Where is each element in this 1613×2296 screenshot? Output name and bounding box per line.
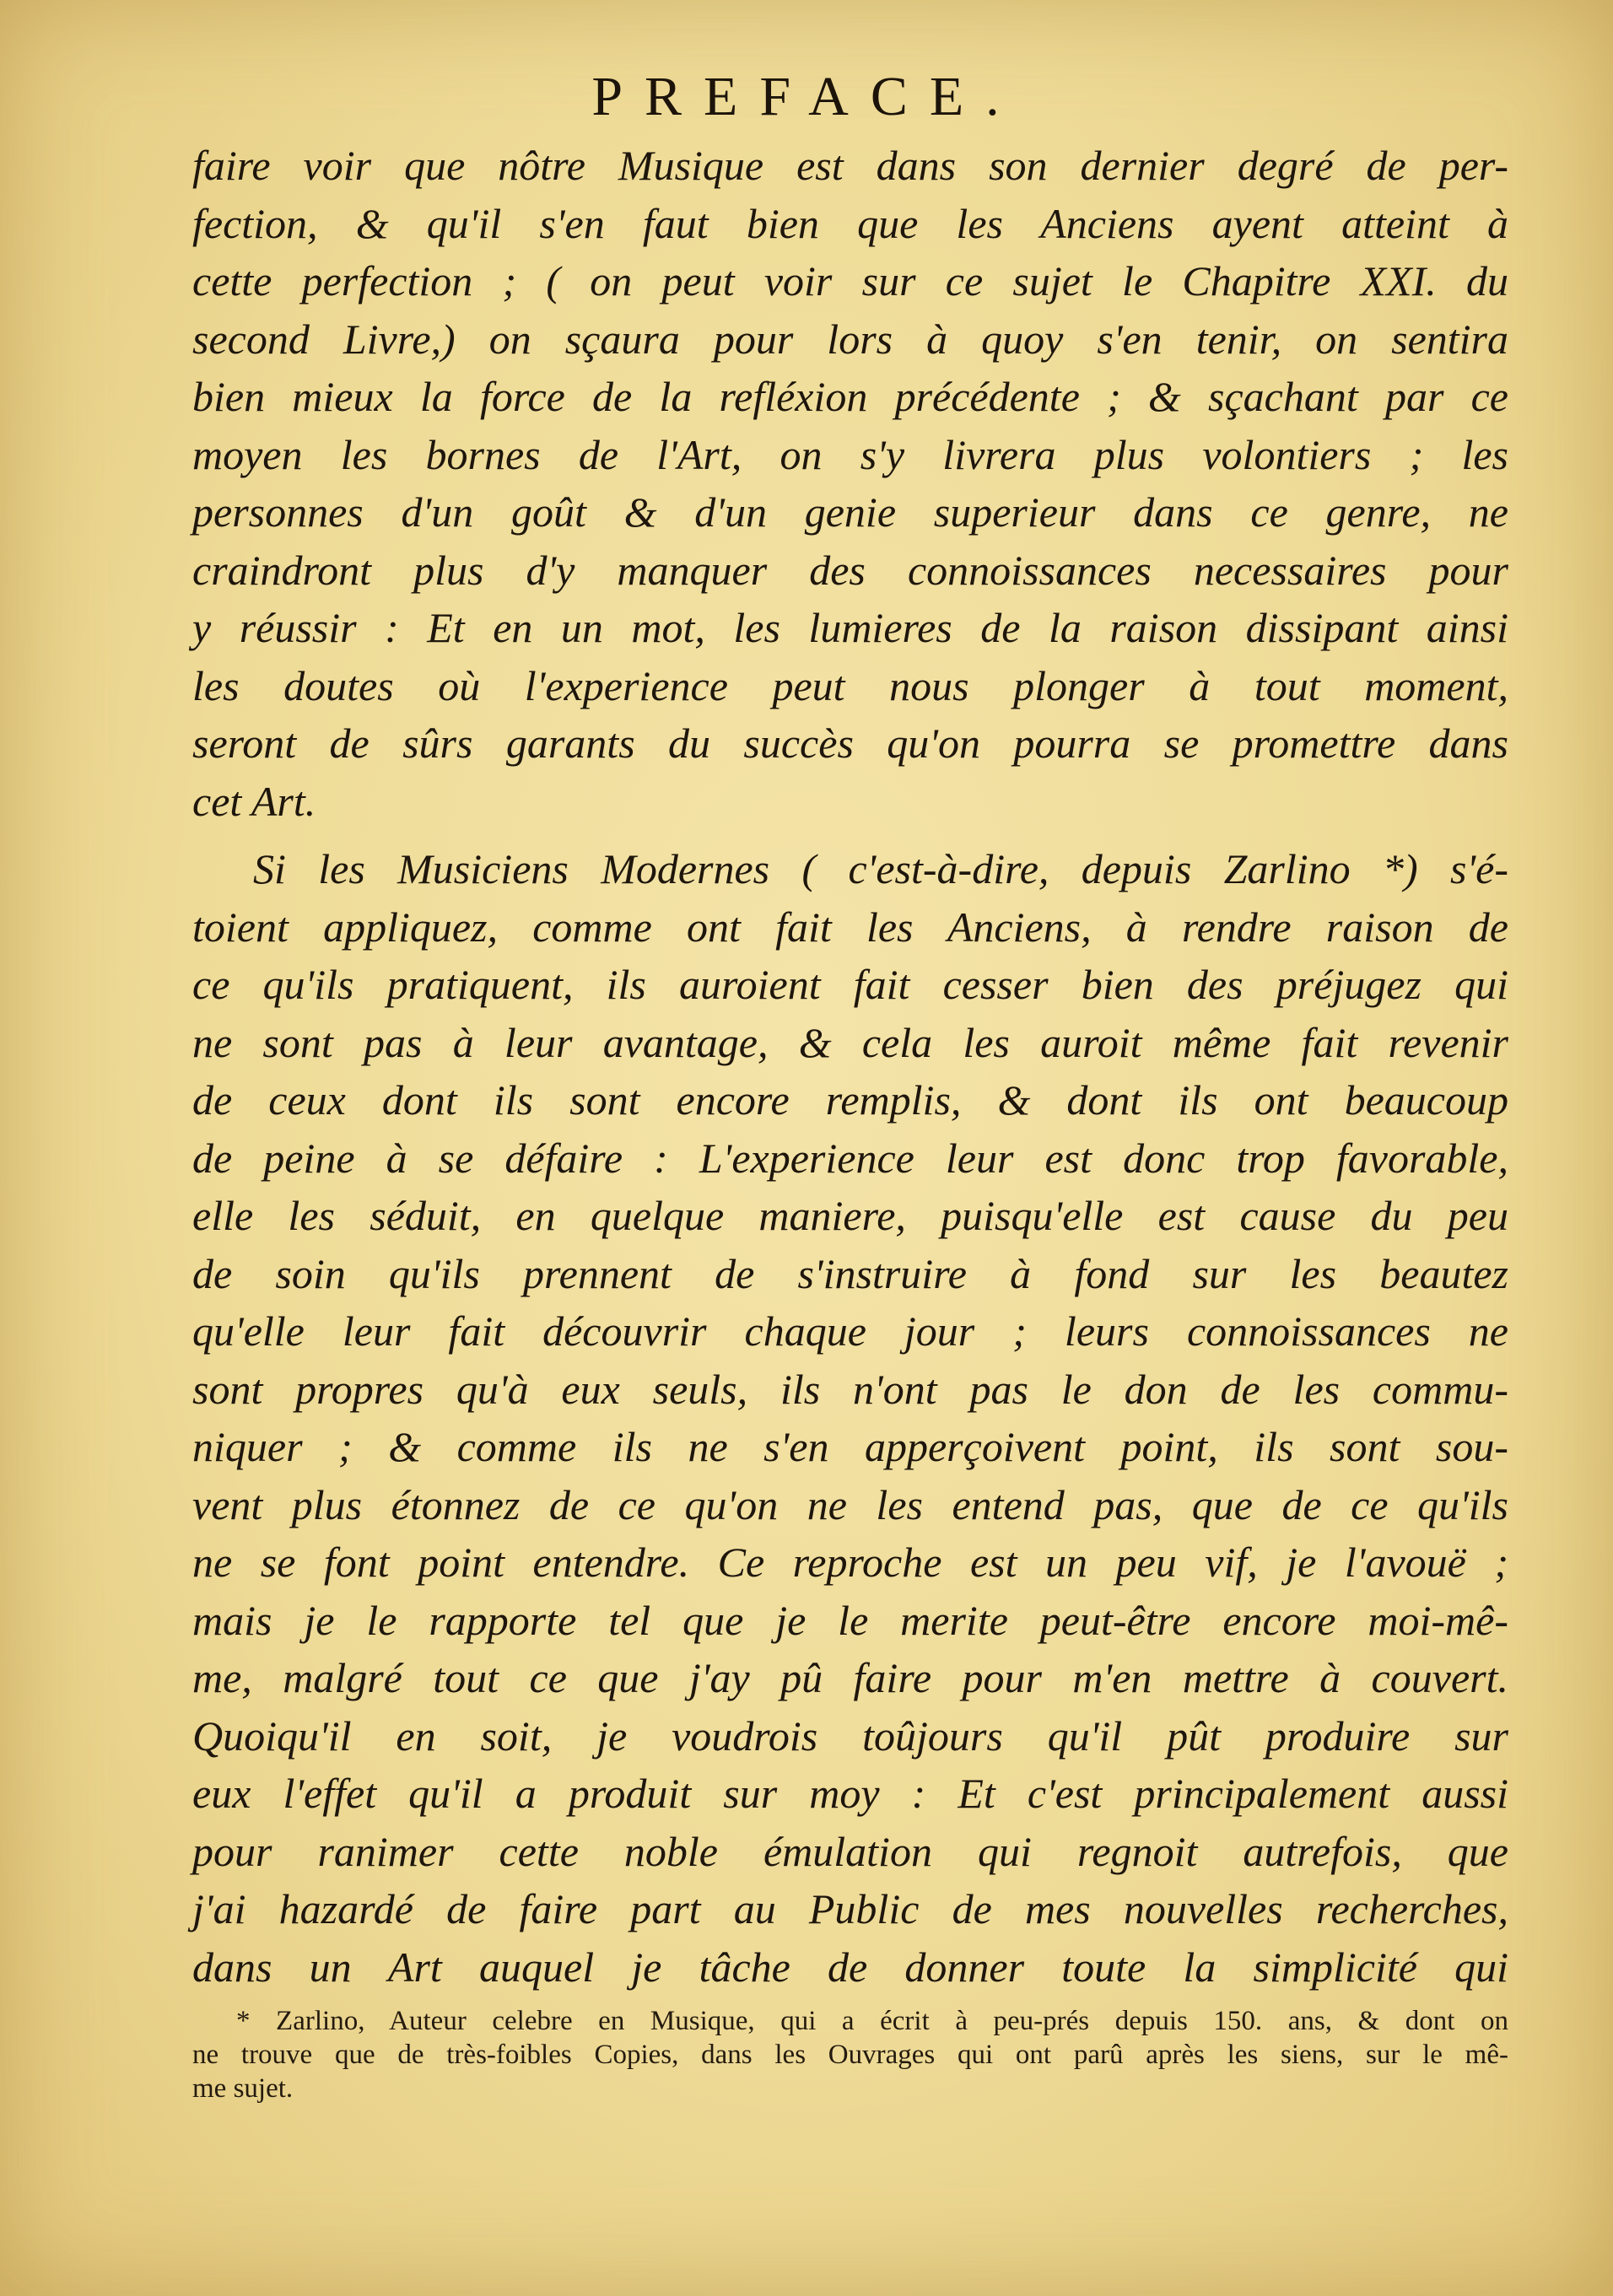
- text-line: vent plus étonnez de ce qu'on ne les entend pas, que de ce qu'ils: [192, 1480, 1508, 1528]
- text-line: fection, & qu'il s'en faut bien que les Anciens ayent atteint à: [192, 199, 1508, 247]
- text-line: les doutes où l'experience peut nous plonger à tout moment,: [192, 661, 1508, 709]
- text-line: y réussir : Et en un mot, les lumieres de la raison dissipant ainsi: [192, 604, 1508, 651]
- text-line: cet Art.: [192, 777, 316, 825]
- text-line: faire voir que nôtre Musique est dans son dernier degré de per-: [192, 142, 1508, 189]
- text-line: niquer ; & comme ils ne s'en apperçoivent point, ils sont sou-: [192, 1423, 1508, 1470]
- text-line: elle les séduit, en quelque maniere, puisqu'elle est cause du peu: [192, 1192, 1508, 1239]
- text-line: Quoiqu'il en soit, je voudrois toûjours qu'il pût produire sur: [192, 1711, 1508, 1760]
- text-line: de peine à se défaire : L'experience leur est donc trop favorable,: [192, 1134, 1508, 1182]
- text-line: moyen les bornes de l'Art, on s'y livrera plus volontiers ; les: [192, 430, 1508, 478]
- paragraph-1: [192, 137, 1508, 830]
- text-line: ne sont pas à leur avantage, & cela les auroit même fait revenir: [192, 1018, 1508, 1066]
- text-line: mais je le rapporte tel que je le merite peut-être encore moi-mê-: [192, 1596, 1508, 1644]
- text-line: eux l'effet qu'il a produit sur moy : Et c'est principalement aussi: [192, 1770, 1508, 1817]
- footnote-line: * Zarlino, Auteur celebre en Musique, qui a écrit à peu-prés depuis 150. ans, & dont on: [236, 2006, 1508, 2036]
- text-line: de soin qu'ils prennent de s'instruire à fond sur les beautez: [192, 1249, 1508, 1297]
- text-line: second Livre,) on sçaura pour lors à quoy s'en tenir, on sentira: [192, 315, 1508, 363]
- footnote: [192, 2004, 1508, 2105]
- footnote-line: me sujet.: [192, 2073, 294, 2104]
- text-line: cette perfection ; ( on peut voir sur ce sujet le Chapitre XXI. du: [192, 257, 1508, 305]
- paragraph-gap: [192, 830, 1508, 840]
- text-line: seront de sûrs garants du succès qu'on pourra se promettre dans: [192, 720, 1508, 767]
- text-line: dans un Art auquel je tâche de donner toute la simplicité qui: [192, 1943, 1508, 1991]
- running-head: PREFACE.: [591, 66, 1022, 127]
- footnote-line: ne trouve que de très-foibles Copies, dans les Ouvrages qui ont parû après les siens, sur le mê-: [192, 2040, 1508, 2070]
- text-line: ne se font point entendre. Ce reproche est un peu vif, je l'avouë ;: [192, 1539, 1508, 1586]
- text-line: craindront plus d'y manquer des connoissances necessaires pour: [192, 546, 1508, 594]
- text-line: sont propres qu'à eux seuls, ils n'ont pas le don de les commu-: [192, 1365, 1508, 1413]
- text-line: j'ai hazardé de faire part au Public de mes nouvelles recherches,: [192, 1885, 1508, 1932]
- text-line: Si les Musiciens Modernes ( c'est-à-dire, depuis Zarlino *) s'é-: [253, 845, 1508, 892]
- body-text: [192, 137, 1508, 1996]
- text-line: pour ranimer cette noble émulation qui regnoit autrefois, que: [192, 1827, 1508, 1875]
- text-line: bien mieux la force de la refléxion précédente ; & sçachant par ce: [192, 373, 1508, 420]
- text-line: personnes d'un goût & d'un genie superieur dans ce genre, ne: [192, 488, 1508, 536]
- text-line: me, malgré tout ce que j'ay pû faire pour m'en mettre à couvert.: [192, 1654, 1508, 1701]
- text-line: ce qu'ils pratiquent, ils auroient fait cesser bien des préjugez qui: [192, 961, 1508, 1008]
- text-line: qu'elle leur fait découvrir chaque jour ; leurs connoissances ne: [192, 1307, 1508, 1355]
- paragraph-2: [192, 840, 1508, 1996]
- text-line: de ceux dont ils sont encore remplis, & dont ils ont beaucoup: [192, 1076, 1508, 1124]
- text-line: toient appliquez, comme ont fait les Anciens, à rendre raison de: [192, 903, 1508, 951]
